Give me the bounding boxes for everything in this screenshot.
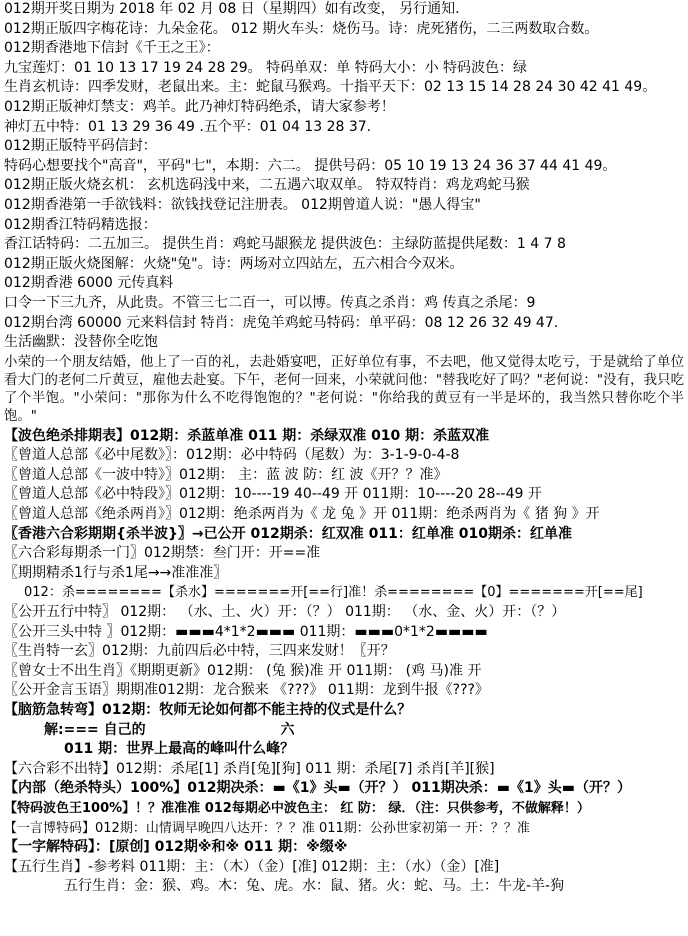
tail-number-line: 〖曾道人总部《必中尾数》〗：012期：必中特码（尾数）为：3-1-9-0-4-8 [4,447,460,464]
zodiac-mystery-line: 〖生肖特一玄〗012期：九前四后必中特，三四来发财！〖开？ [4,643,395,660]
kill-element-tail-heading: 〖期期精杀1行与杀1尾→→准准准〗 [4,564,228,581]
fax-command-line: 口令一下三九齐，从此贵。不管三七二百一，可以博。传真之杀肖：鸡 传真之杀尾：9 [4,294,536,311]
three-heads-line: 〖公开三头中特 〗012期：▬▬▬4*1*2▬▬▬ 011期：▬▬▬0*1*2▬▬▬▬ [4,623,488,640]
wave-kill-schedule: 【波色绝杀排期表】012期：杀蓝单准 011 期：杀绿双准 010 期：杀蓝双准 [4,427,490,444]
humor-title: 生活幽默：没替你全吃饱 [4,334,158,351]
golden-words-line: 〖公开金言玉语〗期期准012期：龙合猴来 《???》 011期：龙到牛报《???》 [4,682,489,699]
five-element-zodiac-line: 【五行生肖】-参考料 011期：主：（木）（金）[准] 012期：主：（水）（金）[准] [4,858,500,875]
kill-one-door-line: 〖六合彩每期杀一门〗012期禁：叁门开：开==准 [4,545,321,562]
fire-picture-line: 012期正版火烧图解：火烧"兔"。诗：两场对立四站左，五六相合今双米。 [4,255,464,272]
hk-envelope-heading: 012期香港地下信封《千王之王》： [4,40,220,57]
five-elements-line: 〖公开五行中特〗 012期： （水、土、火）开：（？） 011期： （水、金、火）开：（？） [4,604,566,621]
one-char-line: 【一字解特码】：[原创] 012期※和※ 011 期：※缀※ [4,839,348,856]
hk-first-hand-line: 012期香港第一手欲钱料：欲钱找登记注册表。 012期曾道人说："愚人得宝" [4,196,481,213]
lamp-five-line: 神灯五中特：01 13 29 36 49 .五个平：01 04 13 28 37. [4,118,372,135]
wave-king-line: 【特码波色王100%】！？准准准 012每期必中波色主： 红 防： 绿．（注：只供参考，不做解释！） [4,800,590,816]
no-special-line: 【六合彩不出特】012期：杀尾[1] 杀肖[兔][狗] 011 期：杀尾[7] 杀肖[羊][猴] [4,760,495,777]
humor-story: 小荣的一个朋友结婚，他上了一百的礼，去赴婚宴吧，正好单位有事，不去吧，他又觉得太吃亏，于是就给了单位看大门的老何二斤黄豆，雇他去赴宴。下午，老何一回来，小荣就问他："替我吃好了吗？"老何说："没有，我只吃了个半饱。"小荣问："那你为什么不吃得饱饱的？"老何说："你给我的黄豆有一半是坏的，我当然只替你吃个半饱。" [4,354,684,424]
brain-teaser-text: 【脑筋急转弯】012期：牧师无论如何都不能主持的仪式是什么？ [4,702,412,718]
prev-teaser-line: 011 期：世界上最高的峰叫什么峰？ [64,741,295,758]
answer-char: 六 [280,721,295,738]
taiwan-envelope-line: 012期台湾 60000 元来料信封 特肖：虎兔羊鸡蛇马特码：单平码：08 12 26 32 49 47. [4,314,559,331]
one-word-line: 【一言博特码】012期：山情调早晚四八达开：？？准 011期：公孙世家初第一 开：？？准 [4,820,530,836]
special-envelope-heading: 012期正版特平码信封： [4,138,157,155]
hk-fax-heading: 012期香港 6000 元传真料 [4,275,174,292]
ms-zeng-line: 〖曾女士不出生肖〗《期期更新》012期： (兔 猴)准 开 011期： (鸡 马)准 开 [4,662,482,679]
fire-mystery-line: 012期正版火烧玄机： 玄机选码浅中来，二五遇六取双单。 特双特肖：鸡龙鸡蛇马猴 [4,177,530,194]
notice-draw-date: 012期开奖日期为 2018 年 02 月 08 日（星期四）如有改变， 另行通知. [4,1,460,17]
special-range-line: 〖曾道人总部《必中特段》〗012期：10----19 40--49 开 011期：10----20 28--49 开 [4,486,542,503]
kill-element-tail-line: 012：杀========【杀水】=======开[==行]准！杀========【0】=======开[==尾] [24,585,643,601]
internal-head-line: 【内部（绝杀特头）100%】012期决杀：▬《1》头▬（开？） 011期决杀：▬《1》头▬（开？） [4,780,631,797]
answer-text: 解:=== 自己的 [44,721,146,738]
element-mapping-line: 五行生肖：金：猴、鸡。木：兔、虎。水：鼠、猪。火：蛇、马。土：牛龙-羊-狗 [64,878,565,895]
zodiac-poem-line: 生肖玄机诗：四季发财，老鼠出来。主：蛇鼠马猴鸡。十指平天下：02 13 15 14 28 24 30 42 41 49。 [4,79,657,96]
brain-teaser-answer [4,721,684,741]
lotus-lamp-line: 九宝莲灯：01 10 13 17 19 24 28 29。 特码单双：单 特码大小：小 特码波色：绿 [4,59,528,76]
half-wave-line: 〖香港六合彩期期{杀半波}〗→已公开 012期杀：红双准 011：红单准 010期杀：红单准 [4,525,572,542]
xiangjiang-heading: 012期香江特码精选报： [4,216,157,233]
one-wave-line: 〖曾道人总部《一波中特》〗012期： 主：蓝 波 防：红 波《开？？准》 [4,466,448,483]
brain-teaser-question [4,701,684,721]
plum-poem-line: 012期正版四字梅花诗：九朵金花。 012 期火车头：烧伤马。诗：虎死猪伤，二三两数取合数。 [4,20,599,37]
lamp-forbid-line: 012期正版神灯禁支：鸡羊。此乃神灯特码绝杀，请大家参考！ [4,98,395,115]
kill-two-zodiac-line: 〖曾道人总部《绝杀两肖》〗012期：绝杀两肖为《 龙 兔 》开 011期：绝杀两肖为《 猪 狗 》开 [4,506,600,523]
special-wish-line: 特码心想要找个"高音"，平码"七"，本期：六二。 提供号码：05 10 19 13 24 36 37 44 41 49。 [4,157,617,174]
xiangjiang-line: 香江话特码：二五加三。 提供生肖：鸡蛇马龈猴龙 提供波色：主绿防蓝提供尾数：1 4 7 8 [4,236,566,253]
